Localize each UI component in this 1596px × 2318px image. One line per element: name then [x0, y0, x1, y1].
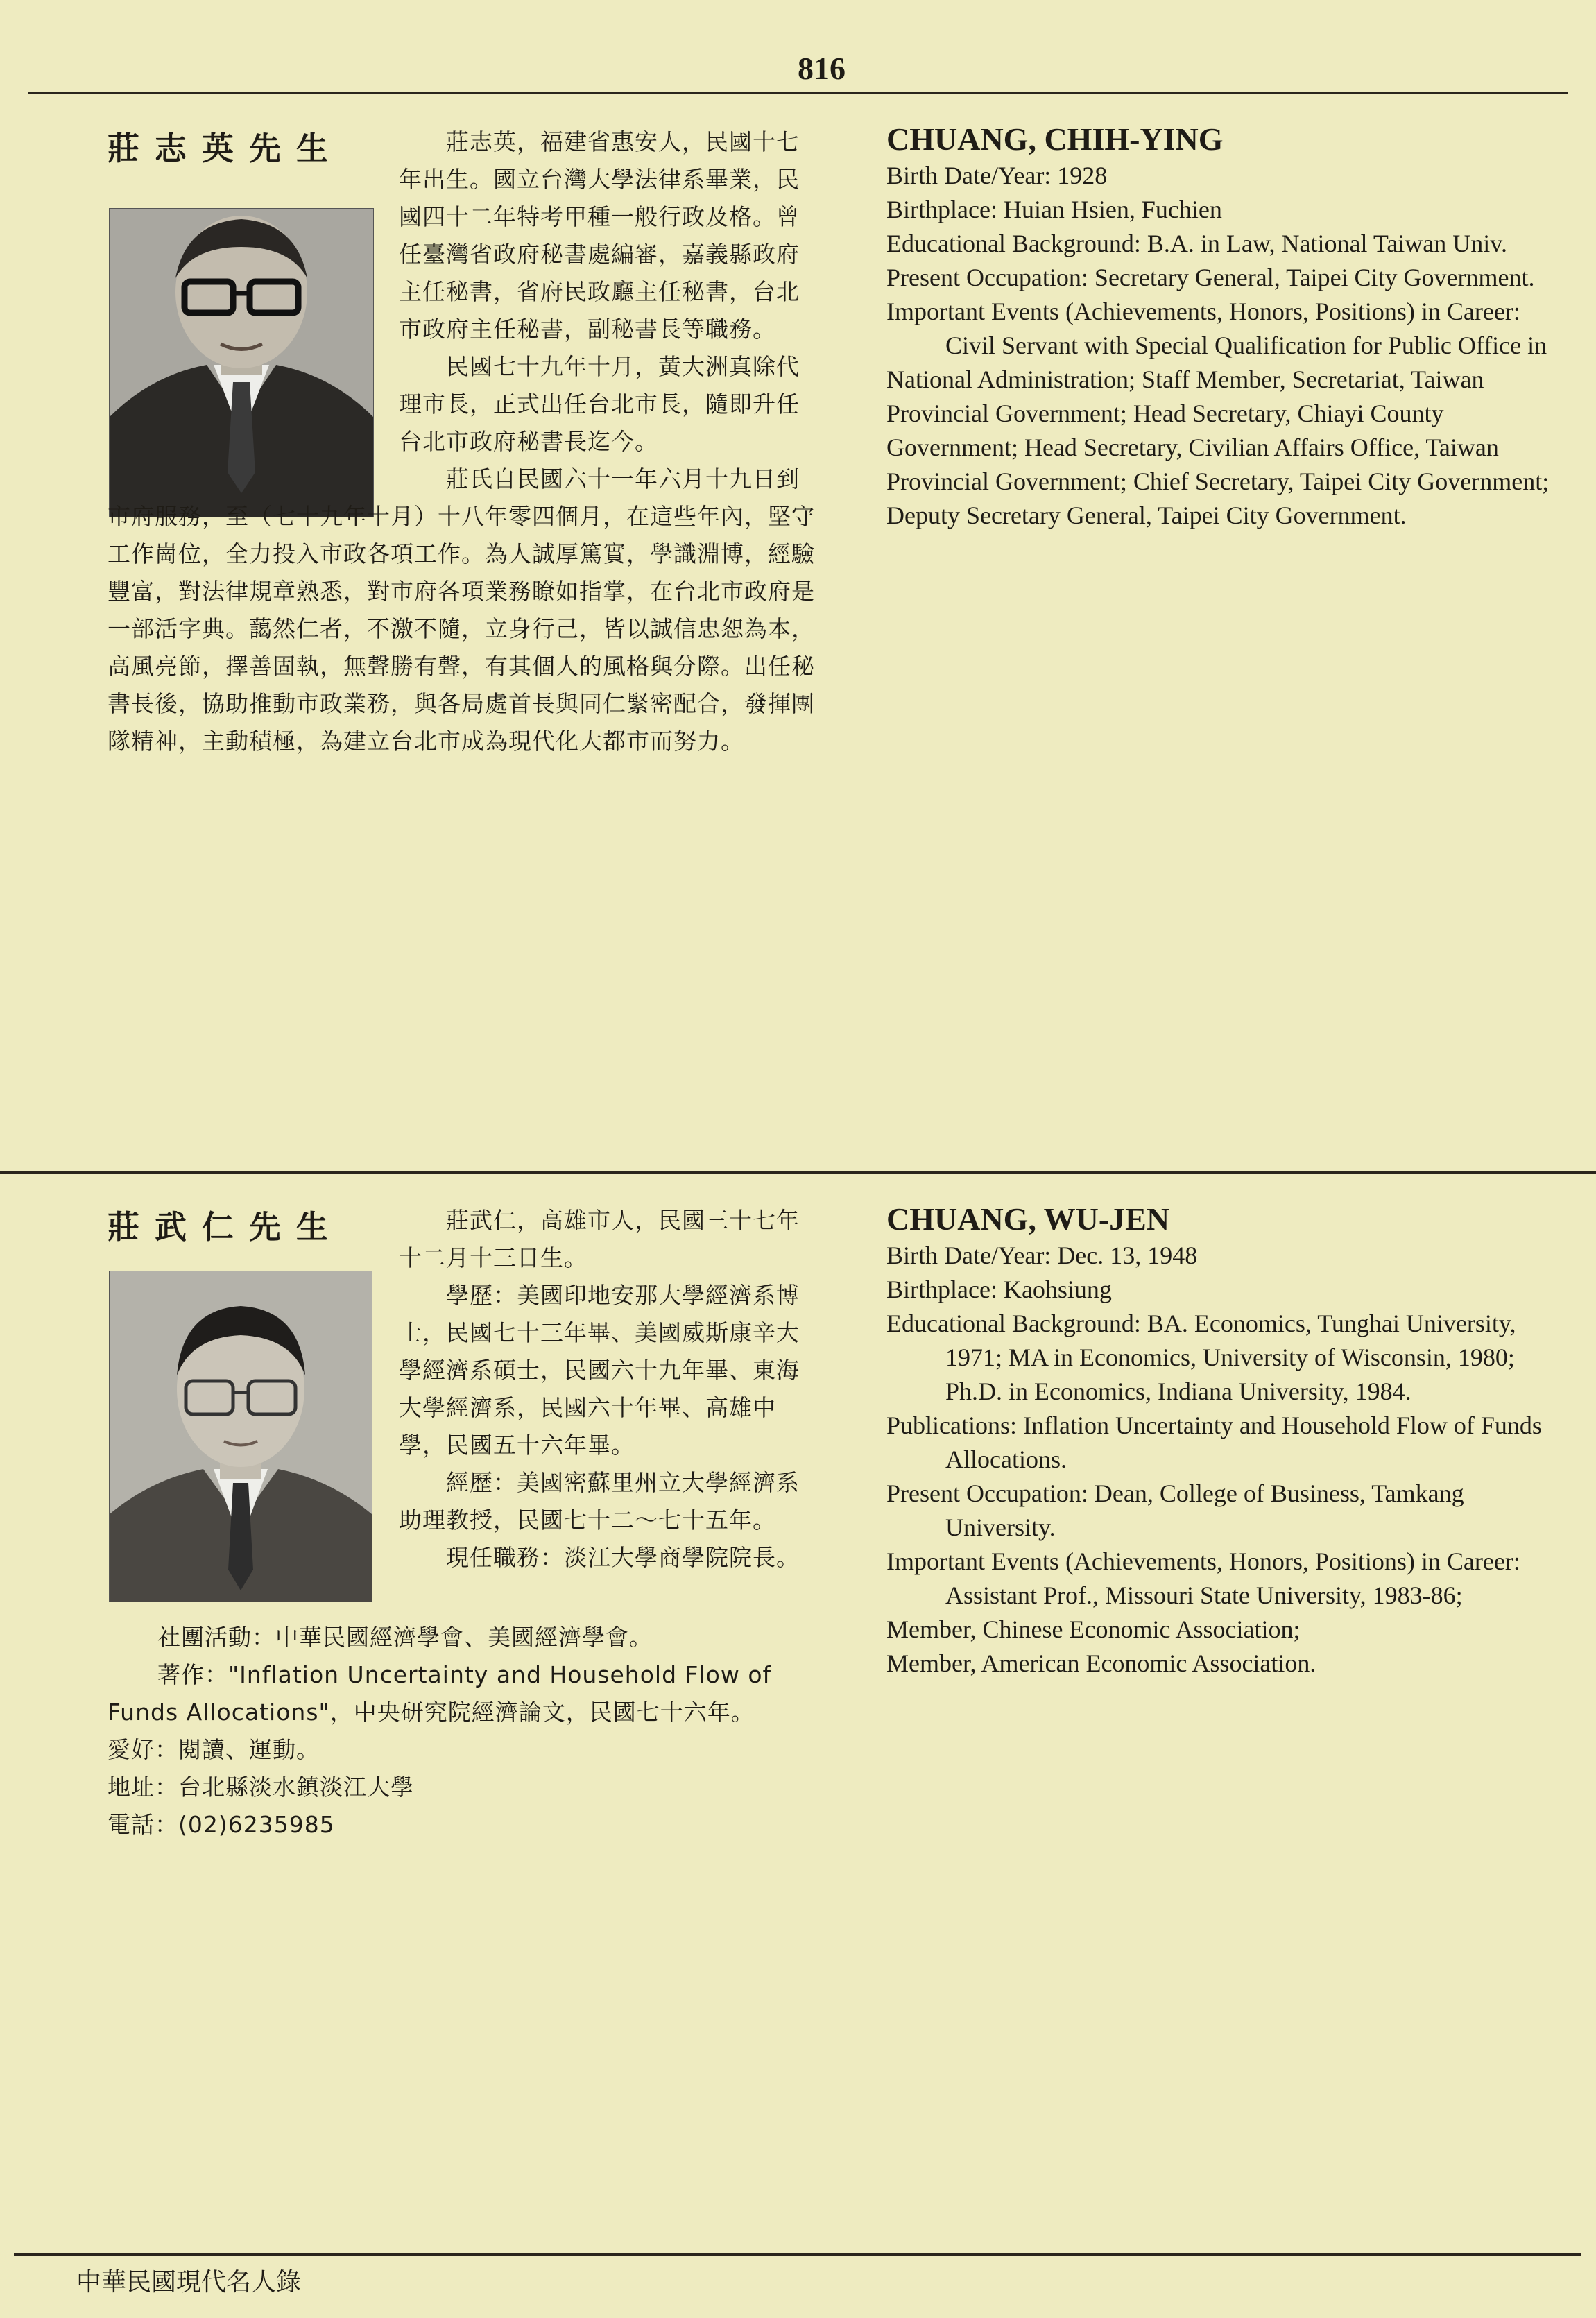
entry-2-english-column [886, 1200, 1565, 1681]
entry-2-bio-phone: 電話：(02)6235985 [108, 1811, 335, 1838]
entry-2-occupation: Present Occupation: Dean, College of Business, Tamkang University. [886, 1479, 1464, 1541]
entry-2-bio-experience: 經歷：美國密蘇里州立大學經濟系助理教授，民國七十二～七十五年。 [399, 1469, 800, 1534]
entry-1-bio-paragraph-3: 莊氏自民國六十一年六月十九日到市府服務，至（七十九年十月）十八年零四個月，在這些年內，堅守工作崗位，全力投入市政各項工作。為人誠厚篤實，學識淵博，經驗豐富，對法律規章熟悉，對市府各項業務瞭如指掌，在台北市政府是一部活字典。藹然仁者，不激不隨，立身行己，皆以誠信忠恕為本，高風亮節，擇善固執，無聲勝有聲，有其個人的風格與分際。出任秘書長後，協助推動市政業務，與各局處首長與同仁緊密配合，發揮團隊精神，主動積極，為建立台北市成為現代化大都市而努力。 [108, 465, 815, 755]
bottom-rule [14, 2253, 1581, 2256]
entry-2-education: Educational Background: BA. Economics, Tunghai University, 1971; MA in Economics, University of Wisconsin, 1980; Ph.D. in Economics, Indiana University, 1984. [886, 1310, 1516, 1405]
entry-2-bio-publications: 著作："Inflation Uncertainty and Household Flow of Funds Allocations"，中央研究院經濟論文，民國七十六年。 [108, 1661, 772, 1726]
entry-2-birthplace: Birthplace: Kaohsiung [886, 1276, 1112, 1303]
entry-1-english-column [886, 120, 1565, 533]
entry-1-name-zh: 莊志英先生 [108, 130, 343, 167]
entry-2-birth: Birth Date/Year: Dec. 13, 1948 [886, 1242, 1198, 1269]
entry-1-events-label: Important Events (Achievements, Honors, Positions) in Career: [886, 298, 1520, 325]
entry-2-bio-education: 學歷：美國印地安那大學經濟系博士，民國七十三年畢、美國威斯康辛大學經濟系碩士，民國六十九年畢、東海大學經濟系，民國六十年畢、高雄中學，民國五十六年畢。 [399, 1282, 800, 1459]
entry-2-bio-zh-main [108, 1619, 815, 1844]
entry-2-event-1: Assistant Prof., Missouri State University, 1983-86; [945, 1581, 1463, 1609]
entry-1-bio-zh-side [399, 123, 815, 461]
entry-1-occupation: Present Occupation: Secretary General, Taipei City Government. [886, 264, 1535, 291]
entry-1-name-en: CHUANG, CHIH-YING [886, 121, 1224, 157]
page-number: 816 [798, 51, 846, 86]
entry-1-education: Educational Background: B.A. in Law, National Taiwan Univ. [886, 230, 1507, 257]
entry-2-event-2: Member, Chinese Economic Association; [886, 1615, 1301, 1643]
entry-2-name-en: CHUANG, WU-JEN [886, 1201, 1170, 1237]
entry-1-birthplace: Birthplace: Huian Hsien, Fuchien [886, 196, 1222, 223]
portrait-image [110, 1271, 372, 1602]
entry-2-bio-associations: 社團活動：中華民國經濟學會、美國經濟學會。 [157, 1624, 653, 1651]
top-rule [28, 92, 1568, 94]
entry-2-publications: Publications: Inflation Uncertainty and Household Flow of Funds Allocations. [886, 1411, 1542, 1473]
entry-1-bio-paragraph-1: 莊志英，福建省惠安人，民國十七年出生。國立台灣大學法律系畢業，民國四十二年特考甲種一般行政及格。曾任臺灣省政府秘書處編審，嘉義縣政府主任秘書，省府民政廳主任秘書，台北市政府主任秘書，副秘書長等職務。 [399, 128, 800, 343]
entry-1-events: Civil Servant with Special Qualification for Public Office in National Administration; Staff Member, Secretariat, Taiwan Provincial Government; Head Secretary, Chiayi County Government; Head Secretary, Civilian Affairs Office, Taiwan Provincial Government; Chief Secretary, Taipei City Government; Deputy Secretary General, Taipei City Government. [886, 332, 1550, 529]
entry-2-bio-position: 現任職務：淡江大學商學院院長。 [446, 1544, 800, 1571]
entry-2-portrait [109, 1271, 372, 1602]
book-title-footer: 中華民國現代名人錄 [76, 2268, 302, 2296]
entry-2-bio-address: 地址：台北縣淡水鎮淡江大學 [108, 1774, 414, 1801]
entry-2-bio-hobbies: 愛好：閱讀、運動。 [108, 1736, 320, 1763]
entry-2-name-zh: 莊武仁先生 [108, 1208, 343, 1246]
entry-divider [0, 1171, 1596, 1174]
entry-1-bio-paragraph-2: 民國七十九年十月，黃大洲真除代理市長，正式出任台北市長，隨即升任台北市政府秘書長迄今。 [399, 353, 800, 455]
entry-1-birth: Birth Date/Year: 1928 [886, 162, 1108, 189]
entry-2-events-label: Important Events (Achievements, Honors, Positions) in Career: [886, 1547, 1520, 1575]
entry-2-event-3: Member, American Economic Association. [886, 1649, 1316, 1677]
entry-1-bio-zh-main [108, 461, 815, 760]
entry-2-bio-zh-side [399, 1202, 815, 1577]
entry-2-bio-intro: 莊武仁，高雄市人，民國三十七年十二月十三日生。 [399, 1207, 800, 1271]
